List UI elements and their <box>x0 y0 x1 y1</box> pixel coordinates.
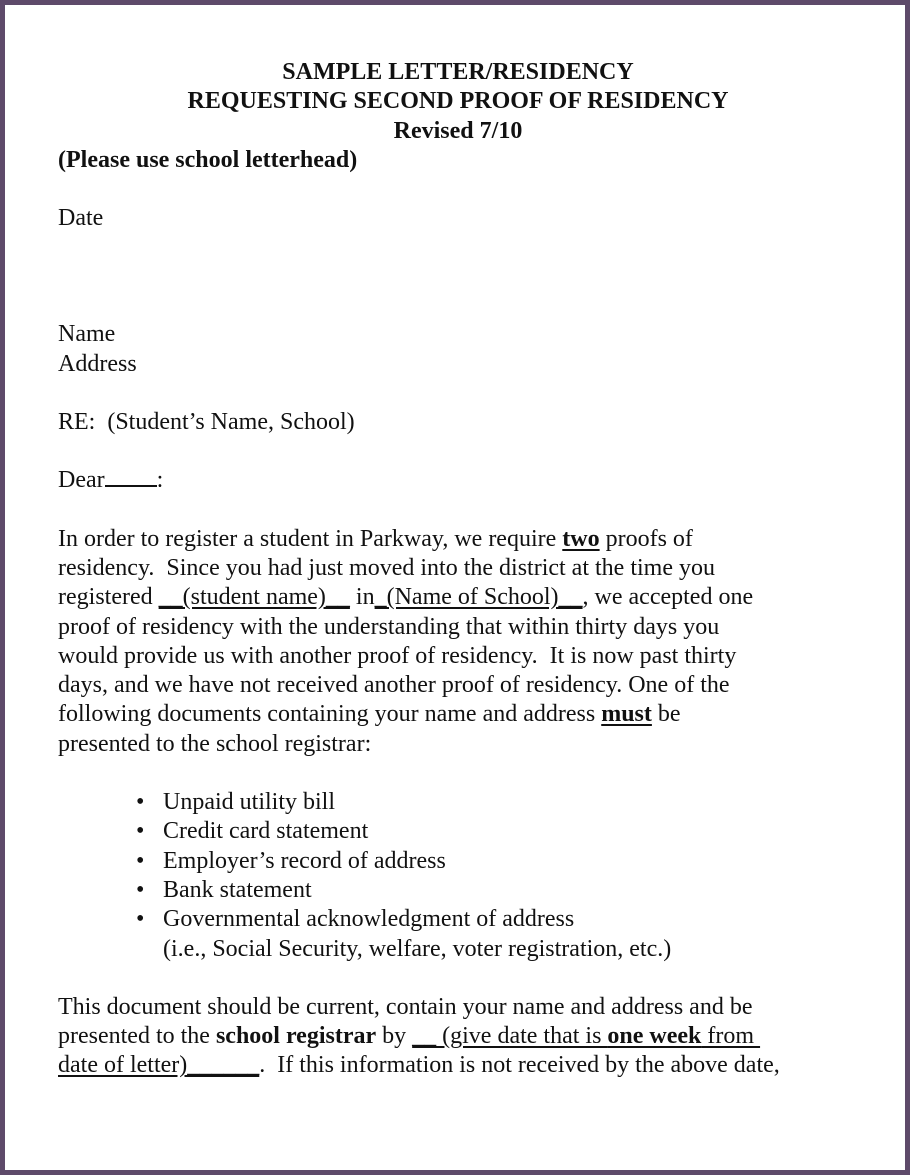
salutation-blank <box>105 467 157 487</box>
due-date-blank-mid: from <box>701 1023 761 1050</box>
documents-note: (i.e., Social Security, welfare, voter registration, etc.) <box>163 935 672 962</box>
title-line-2: REQUESTING SECOND PROOF OF RESIDENCY <box>187 88 729 115</box>
list-item-label: Governmental acknowledgment of address <box>163 906 575 933</box>
list-item <box>136 817 858 846</box>
para1-line7-text: following documents containing your name and address <box>58 701 602 728</box>
para2-line2-text: presented to the <box>58 1023 216 1050</box>
para1-line6: days, and we have not received another proof of residency. One of the <box>58 672 730 699</box>
student-name-blank: __(student name)__ <box>158 584 350 611</box>
revision-line: Revised 7/10 <box>393 117 523 144</box>
salutation-prefix: Dear <box>58 467 105 494</box>
list-item-label: Credit card statement <box>163 818 369 845</box>
para2-line3-end: . If this information is not received by the above date, <box>259 1052 780 1079</box>
para1-line1-text: In order to register a student in Parkway, we require <box>58 525 563 552</box>
list-item <box>136 876 858 905</box>
para1-line3-mid: in <box>349 584 375 611</box>
para1-line3-text: registered <box>58 584 159 611</box>
emphasis-one-week: one week <box>607 1023 702 1050</box>
title-line-1: SAMPLE LETTER/RESIDENCY <box>282 59 634 85</box>
list-item <box>136 788 858 817</box>
bullet-icon: • <box>136 818 145 845</box>
salutation-suffix: : <box>156 467 164 494</box>
list-item <box>136 847 858 876</box>
para1-line5: would provide us with another proof of residency. It is now past thirty <box>58 642 737 669</box>
letter-page <box>58 58 858 1081</box>
para2-line1: This document should be current, contain your name and address and be <box>58 993 753 1020</box>
para1-line1-end: proofs of <box>599 525 693 552</box>
para1-line7-end: be <box>651 701 681 728</box>
para1-line8: presented to the school registrar: <box>58 730 372 757</box>
bullet-icon: • <box>136 847 145 874</box>
list-item-label: Bank statement <box>163 876 312 903</box>
letterhead-note: (Please use school letterhead) <box>58 146 358 173</box>
para2-line2-mid: by <box>376 1023 413 1050</box>
paragraph-requirements <box>58 525 858 759</box>
para1-line3-end: , we accepted one <box>582 584 754 611</box>
emphasis-school-registrar: school registrar <box>215 1023 377 1050</box>
salutation <box>58 466 858 495</box>
emphasis-must: must <box>601 701 652 728</box>
recipient-address: Address <box>58 350 137 377</box>
school-name-blank: _(Name of School)__ <box>374 584 583 611</box>
emphasis-two: two <box>562 525 600 552</box>
list-item <box>136 905 858 934</box>
documents-list <box>58 788 858 964</box>
bullet-icon: • <box>136 876 145 903</box>
list-item-note <box>136 935 858 964</box>
para1-line4: proof of residency with the understanding that within thirty days you <box>58 613 720 640</box>
list-item-label: Unpaid utility bill <box>163 789 335 816</box>
bullet-icon: • <box>136 906 145 933</box>
date-label: Date <box>58 205 104 232</box>
recipient-name: Name <box>58 321 116 348</box>
paragraph-deadline <box>58 993 858 1081</box>
para1-line2: residency. Since you had just moved into the district at the time you <box>58 554 715 581</box>
due-date-blank-start: __ (give date that is <box>412 1023 608 1050</box>
due-date-blank-end: date of letter)______ <box>58 1052 260 1079</box>
list-item-label: Employer’s record of address <box>163 847 446 874</box>
bullet-icon: • <box>136 789 145 816</box>
re-line: RE: (Student’s Name, School) <box>58 409 355 436</box>
